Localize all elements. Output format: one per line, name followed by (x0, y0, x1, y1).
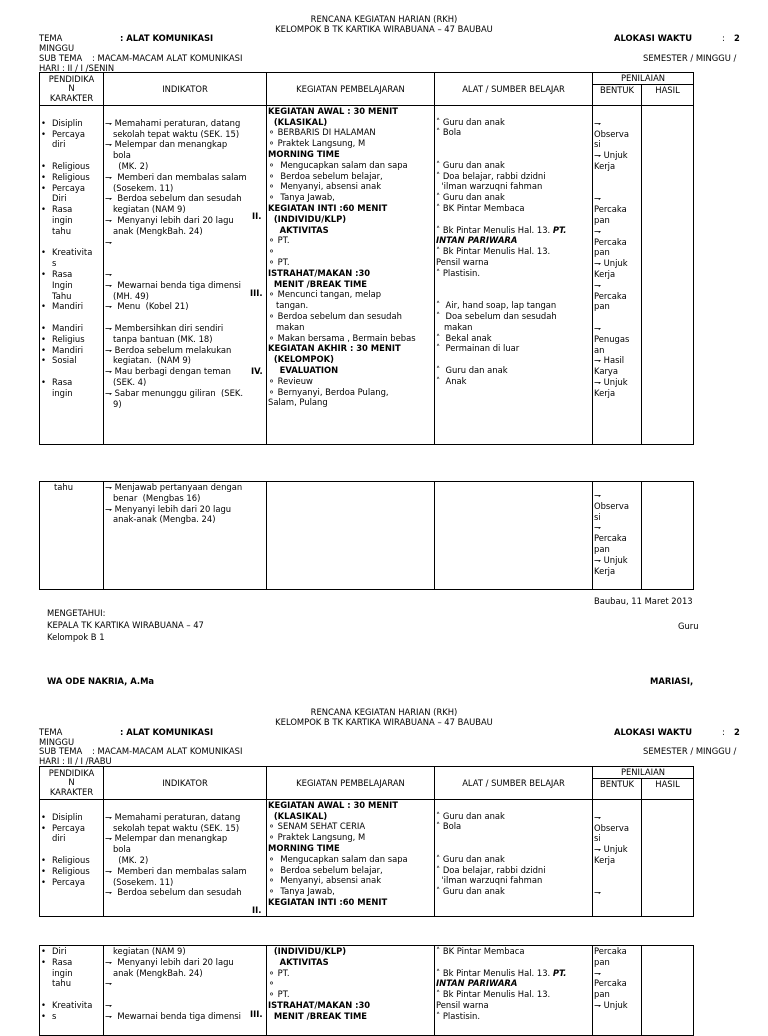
kegiatan-line: AKTIVITAS (268, 956, 329, 967)
kegiatan-line: KEGIATAN AKHIR : 30 MENIT (268, 343, 401, 354)
alat-line: ˄ Guru dan anak (436, 853, 505, 864)
alat-line (436, 843, 591, 854)
karakter-item: • Disiplin (41, 812, 102, 823)
kegiatan-line: AKTIVITAS (268, 224, 329, 235)
alat-line: ˄ Anak (436, 375, 467, 386)
karakter-spacer (41, 312, 102, 323)
karakter-spacer (41, 150, 102, 161)
kegiatan-line: KEGIATAN AWAL : 30 MENIT (268, 105, 398, 116)
kegiatan-line: ⚬ Praktek Langsung, M (268, 138, 366, 149)
alat-line: Pensil warna (436, 256, 489, 267)
alat-line (436, 832, 591, 843)
alat-list-2 (436, 800, 591, 897)
alat-line (436, 800, 591, 811)
karakter-item: • Kreativita (41, 1000, 102, 1011)
hari-line-2: HARI : II / I /RABU (39, 756, 112, 766)
kegiatan-line: EVALUATION (268, 364, 339, 375)
kegiatan-line: ⚬ Makan bersama , Bermain bebas (268, 332, 416, 343)
kegiatan-line: ⚬ (268, 978, 276, 989)
karakter-list-2 (41, 812, 102, 888)
header-alat-2: ALAT / SUMBER BELAJAR (435, 767, 593, 800)
karakter-item: • Disiplin (41, 118, 102, 129)
karakter-item: • Mandiri (41, 323, 102, 334)
subtema-value: : MACAM-MACAM ALAT KOMUNIKASI (92, 53, 243, 63)
header-hasil: HASIL (642, 84, 694, 105)
kegiatan-line: ⚬ Mengucapkan salam dan sapa (268, 159, 408, 170)
rkh-subtitle-2: KELOMPOK B TK KARTIKA WIRABUANA – 47 BAUBAU (275, 717, 493, 727)
alat-line: ˄ Plastisin. (436, 267, 480, 278)
header-kegiatan-2: KEGIATAN PEMBELAJARAN (267, 767, 435, 800)
alat-cell-2c (435, 946, 593, 1036)
karakter-item: • Mandiri (41, 345, 102, 356)
karakter-item: • Sosial (41, 355, 102, 366)
bentuk-cont-text: ⇁ Observa si ⇁ Percaka pan ⇁ Unjuk Kerja (594, 490, 629, 576)
karakter-item: • Kreativita s (41, 247, 102, 269)
hasil-cont (642, 482, 694, 590)
karakter-spacer (41, 989, 102, 1000)
kepala-tk: KEPALA TK KARTIKA WIRABUANA – 47 (47, 620, 204, 630)
tema-label: TEMA (39, 33, 63, 43)
alat-line (436, 214, 591, 225)
kegiatan-line: (INDIVIDU/KLP) (268, 213, 347, 224)
rkh-table-2 (39, 766, 694, 917)
kegiatan-line: ⚬ BERBARIS DI HALAMAN (268, 127, 376, 138)
name-kepala: WA ODE NAKRIA, A.Ma (47, 676, 155, 686)
alat-line: ˄ Bola (436, 821, 462, 832)
minggu-label-2: MINGGU (39, 737, 75, 747)
alat-cont (435, 482, 593, 590)
alat-line: ˄ Bk Pintar Menulis Hal. 13. (436, 989, 551, 1000)
alat-line: ˄ BK Pintar Membaca (436, 202, 525, 213)
hari-line: HARI : II / I /SENIN (39, 63, 115, 73)
kegiatan-line: ISTRAHAT/MAKAN :30 (268, 999, 371, 1010)
bentuk-cell-2 (593, 799, 642, 916)
kegiatan-line: ⚬ PT. (268, 967, 290, 978)
karakter-item: • Percaya diri (41, 129, 102, 151)
rkh-table (39, 72, 694, 445)
kegiatan-line: ⚬ Menyanyi, absensi anak (268, 875, 382, 886)
bentuk-text-2c: Percaka pan ⇁ Percaka pan ⇁ Unjuk (594, 946, 628, 1010)
alat-line: Pensil warna (436, 999, 489, 1010)
kegiatan-line: Salam, Pulang (268, 397, 328, 408)
roman-iii: III. (250, 288, 263, 298)
kegiatan-line: tangan. (268, 300, 309, 311)
kegiatan-list-2 (268, 800, 433, 908)
rkh-title: RENCANA KEGIATAN HARIAN (RKH) (310, 14, 458, 24)
alat-line: ˄ Doa belajar, rabbi dzidni (436, 864, 546, 875)
indikator-cont (104, 482, 267, 590)
alat-line: ˄ Bola (436, 127, 462, 138)
alat-line (436, 106, 591, 117)
alokasi-value: 2 (734, 33, 740, 43)
karakter-cell (40, 105, 104, 444)
semester-label-2: SEMESTER / MINGGU / (643, 746, 737, 756)
bentuk-cont (593, 482, 642, 590)
alokasi-colon: : (722, 33, 725, 43)
alat-line (436, 289, 591, 300)
alat-line (436, 138, 591, 149)
indikator-cont-text: ⇁ Menjawab pertanyaan dengan benar (Mengbas 16) ⇁ Menyanyi lebih dari 20 lagu anak-anak (Mengba. 24) (105, 482, 243, 525)
roman-ii: II. (252, 211, 262, 221)
header-hasil-2: HASIL (642, 778, 694, 799)
bentuk-text-2: ⇁ Observa si ⇁ Unjuk Kerja ⇁ (594, 811, 629, 898)
alat-line: 'ilman warzuqni fahman (436, 875, 543, 886)
kegiatan-cell-2c (267, 946, 435, 1036)
kegiatan-line: ⚬ Bernyanyi, Berdoa Pulang, (268, 386, 389, 397)
kegiatan-line: ⚬ PT. (268, 989, 290, 1000)
alat-line: makan (436, 321, 473, 332)
roman-iii-2: III. (250, 1009, 263, 1019)
rkh-table-continued (39, 481, 694, 590)
name-guru: MARIASI, (650, 676, 694, 686)
kegiatan-line: (INDIVIDU/KLP) (268, 946, 347, 956)
header-indikator-2: INDIKATOR (104, 767, 267, 800)
header-pendidikan-karakter-2: PENDIDIKA N KARAKTER (40, 767, 104, 800)
karakter-item: • Percaya (41, 877, 102, 888)
semester-label: SEMESTER / MINGGU / (643, 53, 737, 63)
header-penilaian-2: PENILAIAN (593, 767, 694, 779)
alat-line (436, 279, 591, 290)
kegiatan-line: ⚬ PT. (268, 256, 290, 267)
alat-line (436, 354, 591, 365)
alat-line: ˄ Bk Pintar Menulis Hal. 13. PT. (436, 967, 567, 978)
indikator-text-2c: kegiatan (NAM 9) ⇁ Menyanyi lebih dari 20 lagu anak (MengkBah. 24) ⇁ ⇁ ⇁ Mewarnai benda tiga dimensi (105, 946, 241, 1021)
kegiatan-line: ⚬ Mengucapkan salam dan sapa (268, 853, 408, 864)
kegiatan-line: (KELOMPOK) (268, 354, 334, 365)
kegiatan-line: ⚬ Tanya Jawab, (268, 886, 335, 897)
alat-line: ˄ Guru dan anak (436, 116, 505, 127)
kegiatan-line: ⚬ Mencunci tangan, melap (268, 289, 382, 300)
alat-line: INTAN PARIWARA (436, 235, 518, 246)
karakter-item: • Percaya diri (41, 823, 102, 845)
header-pendidikan-karakter: PENDIDIKA N KARAKTER (40, 73, 104, 106)
indikator-cell (104, 105, 267, 444)
alat-line: ˄ Guru dan anak (436, 364, 508, 375)
kegiatan-line: MORNING TIME (268, 842, 340, 853)
karakter-item: • Rasa Ingin Tahu (41, 269, 102, 301)
alat-line: ˄ Guru dan anak (436, 192, 505, 203)
alat-line (436, 149, 591, 160)
karakter-item: • Diri (41, 946, 102, 957)
karakter-item: • Rasa ingin tahu (41, 957, 102, 989)
karakter-cont: tahu (40, 482, 104, 590)
kegiatan-line: ⚬ Berdoa sebelum dan sesudah (268, 310, 402, 321)
subtema-value-2: : MACAM-MACAM ALAT KOMUNIKASI (92, 746, 243, 756)
karakter-item: • Religious (41, 172, 102, 183)
indikator-cell-2c (104, 946, 267, 1036)
roman-iv: IV. (251, 366, 263, 376)
kegiatan-line: (KLASIKAL) (268, 116, 328, 127)
rkh-title-2: RENCANA KEGIATAN HARIAN (RKH) (310, 707, 458, 717)
sign-date: Baubau, 11 Maret 2013 (594, 596, 693, 606)
karakter-item: • Religius (41, 334, 102, 345)
karakter-item: • Religious (41, 866, 102, 877)
rkh-table-2-continued (39, 945, 694, 1036)
hasil-cell-2c (642, 946, 694, 1036)
kegiatan-list (268, 106, 433, 408)
indikator-cell-2 (104, 799, 267, 916)
alat-cell (435, 105, 593, 444)
alat-line: ˄ Guru dan anak (436, 810, 505, 821)
alat-line: 'ilman warzuqni fahman (436, 181, 543, 192)
indikator-text: ⇁ Memahami peraturan, datang sekolah tepat waktu (SEK. 15) ⇁ Melempar dan menangkap bola (MK. 2) ⇁ Memberi dan membalas salam (Sosekem. 11) ⇁ Berdoa sebelum dan sesudah kegiatan (NAM 9) ⇁ Menyanyi lebih dari 20 lagu anak (MengkBah. 24) ⇁ ⇁ ⇁ Mewarnai benda tiga dimensi (MH. 49) ⇁ Menu (Kobel 21) ⇁ Membersihkan diri sendiri tanpa bantuan (MK. 18) ⇁ Berdoa sebelum melakukan kegiatan. (NAM 9) ⇁ Mau berbagi dengan teman (SEK. 4) ⇁ Sabar menunggu giliran (SEK. 9) (105, 117, 247, 409)
karakter-spacer (41, 237, 102, 248)
alat-line: ˄ Permainan di luar (436, 343, 520, 354)
alat-line: ˄ Guru dan anak (436, 159, 505, 170)
kegiatan-line: KEGIATAN INTI :60 MENIT (268, 896, 388, 907)
kegiatan-line: ⚬ Tanya Jawab, (268, 192, 335, 203)
kegiatan-list-2c (268, 946, 433, 1022)
bentuk-text: ⇁ Observa si ⇁ Unjuk Kerja ⇁ Percaka pan ⇁ Percaka pan ⇁ Unjuk Kerja ⇁ Percaka pan ⇁ Penugas an ⇁ Hasil Karya ⇁ Unjuk Kerja (594, 117, 630, 398)
kegiatan-line: KEGIATAN INTI :60 MENIT (268, 202, 388, 213)
header-alat: ALAT / SUMBER BELAJAR (435, 73, 593, 106)
kegiatan-cont (267, 482, 435, 590)
bentuk-cell-2c (593, 946, 642, 1036)
header-bentuk: BENTUK (593, 84, 642, 105)
karakter-item: • Religious (41, 161, 102, 172)
karakter-item: • Rasa ingin (41, 377, 102, 399)
alat-line: ˄ Bk Pintar Menulis Hal. 13. (436, 246, 551, 257)
alat-list (436, 106, 591, 387)
kegiatan-line: MENIT /BREAK TIME (268, 278, 368, 289)
kegiatan-line: MORNING TIME (268, 148, 340, 159)
kegiatan-line: makan (268, 321, 305, 332)
minggu-label: MINGGU (39, 43, 75, 53)
kegiatan-line: ⚬ Menyanyi, absensi anak (268, 181, 382, 192)
header-penilaian: PENILAIAN (593, 73, 694, 85)
alokasi-colon-2: : (722, 727, 725, 737)
kegiatan-line: KEGIATAN AWAL : 30 MENIT (268, 799, 398, 810)
karakter-item: • Rasa ingin tahu (41, 204, 102, 236)
tema-value-2: : ALAT KOMUNIKASI (120, 727, 214, 737)
bentuk-cell (593, 105, 642, 444)
kegiatan-line: ⚬ PT. (268, 235, 290, 246)
alat-line: ˄ Plastisin. (436, 1010, 480, 1021)
kegiatan-line: ⚬ Praktek Langsung, M (268, 832, 366, 843)
kelompok-label: Kelompok B 1 (47, 632, 105, 642)
kegiatan-cell-2 (267, 799, 435, 916)
alat-line: INTAN PARIWARA (436, 978, 518, 989)
karakter-cell-2c (40, 946, 104, 1036)
kegiatan-line: ⚬ Berdoa sebelum belajar, (268, 864, 383, 875)
karakter-list (41, 118, 102, 399)
karakter-item: • Percaya Diri (41, 183, 102, 205)
hasil-cell-2 (642, 799, 694, 916)
rkh-subtitle: KELOMPOK B TK KARTIKA WIRABUANA – 47 BAUBAU (275, 24, 493, 34)
subtema-label: SUB TEMA (39, 53, 83, 63)
alat-line (436, 957, 591, 968)
kegiatan-line: ⚬ Revieuw (268, 375, 313, 386)
karakter-spacer (41, 844, 102, 855)
kegiatan-line: ISTRAHAT/MAKAN :30 (268, 267, 371, 278)
alat-line: ˄ Bk Pintar Menulis Hal. 13. PT. (436, 224, 567, 235)
alat-line: ˄ Air, hand soap, lap tangan (436, 300, 557, 311)
alat-line: ˄ Bekal anak (436, 332, 492, 343)
karakter-cell-2 (40, 799, 104, 916)
header-bentuk-2: BENTUK (593, 778, 642, 799)
guru-label: Guru (678, 621, 699, 631)
karakter-spacer (41, 366, 102, 377)
karakter-item: • Mandiri (41, 301, 102, 312)
kegiatan-line: ⚬ SENAM SEHAT CERIA (268, 821, 366, 832)
alokasi-value-2: 2 (734, 727, 740, 737)
karakter-item: • Religious (41, 855, 102, 866)
kegiatan-line: MENIT /BREAK TIME (268, 1010, 368, 1021)
alokasi-label-2: ALOKASI WAKTU (614, 727, 693, 737)
indikator-text-2: ⇁ Memahami peraturan, datang sekolah tepat waktu (SEK. 15) ⇁ Melempar dan menangkap bola (MK. 2) ⇁ Memberi dan membalas salam (Sosekem. 11) ⇁ Berdoa sebelum dan sesudah (105, 811, 247, 898)
kegiatan-line: ⚬ (268, 246, 276, 257)
tema-value: : ALAT KOMUNIKASI (120, 33, 214, 43)
alokasi-label: ALOKASI WAKTU (614, 33, 693, 43)
alat-cell-2 (435, 799, 593, 916)
subtema-label-2: SUB TEMA (39, 746, 83, 756)
header-kegiatan: KEGIATAN PEMBELAJARAN (267, 73, 435, 106)
kegiatan-line: (KLASIKAL) (268, 810, 328, 821)
roman-ii-2: II. (252, 905, 262, 915)
karakter-list-2c (41, 946, 102, 1022)
alat-list-2c (436, 946, 591, 1022)
alat-line: ˄ Doa belajar, rabbi dzidni (436, 170, 546, 181)
kegiatan-line: ⚬ Berdoa sebelum belajar, (268, 170, 383, 181)
tema-label-2: TEMA (39, 727, 63, 737)
hasil-cell (642, 105, 694, 444)
kegiatan-cell (267, 105, 435, 444)
mengetahui: MENGETAHUI: (47, 608, 106, 618)
alat-line: ˄ Guru dan anak (436, 886, 505, 897)
header-indikator: INDIKATOR (104, 73, 267, 106)
karakter-item: • s (41, 1011, 102, 1022)
alat-line: ˄ Doa sebelum dan sesudah (436, 310, 557, 321)
alat-line: ˄ BK Pintar Membaca (436, 946, 525, 956)
